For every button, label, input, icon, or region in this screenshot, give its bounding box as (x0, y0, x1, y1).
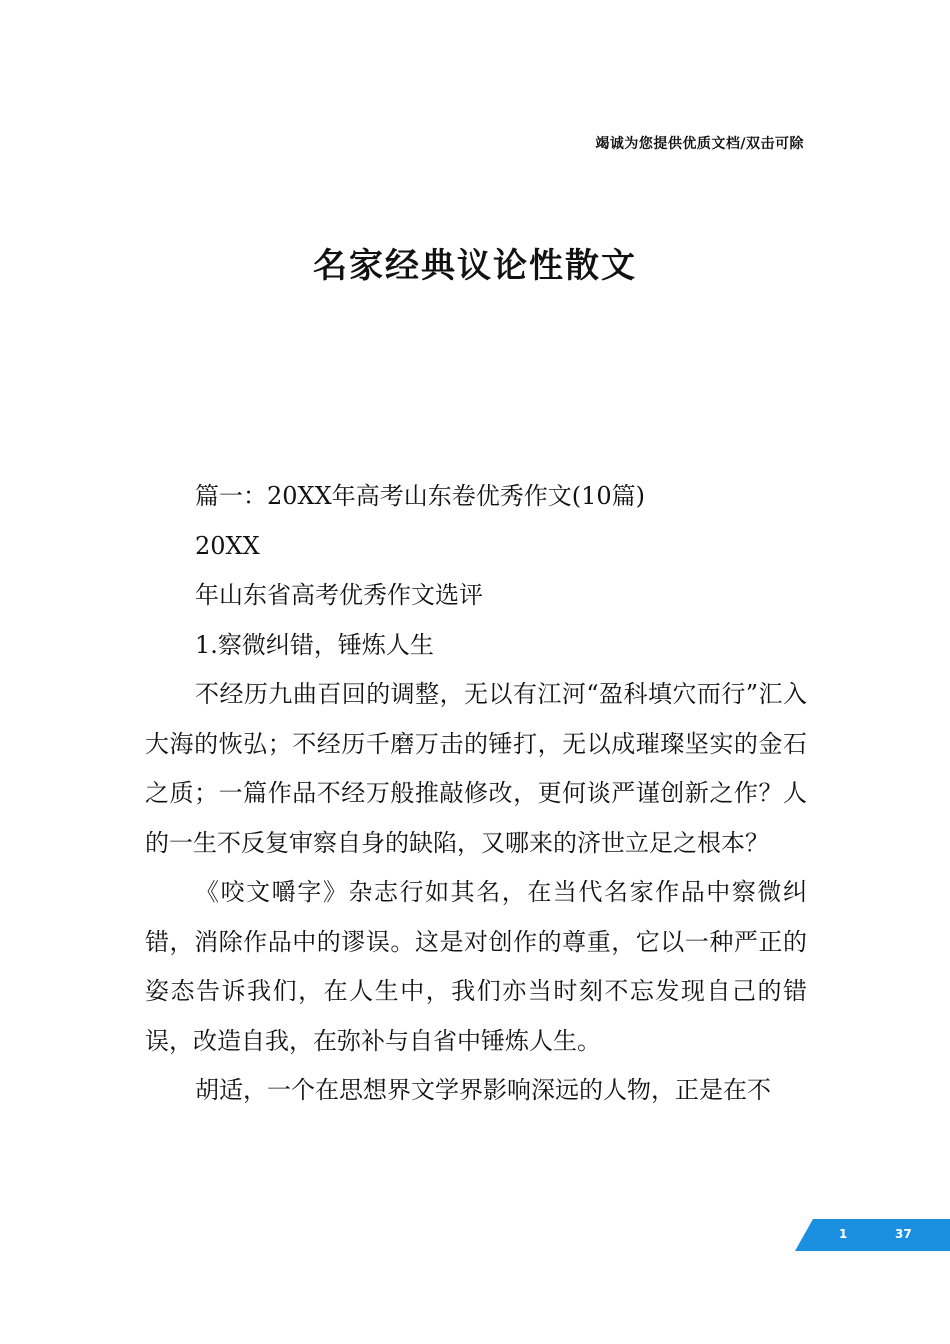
page-number-badge (795, 1219, 950, 1251)
paragraph: 20XX (195, 531, 260, 560)
total-page-count: 37 (895, 1227, 912, 1241)
paragraph: 胡适，一个在思想界文学界影响深远的人物，正是在不 (195, 1076, 771, 1104)
paragraph: 1.察微纠错，锤炼人生 (195, 630, 434, 659)
paragraph: 不经历九曲百回的调整，无以有江河“盈科填穴而行”汇入大海的恢弘；不经历千磨万击的锤打，无以成璀璨坚实的金石之质；一篇作品不经万般推敲修改，更何谈严谨创新之作？人的一生不反复审察自身的缺陷，又哪来的济世立足之根本？ (145, 680, 807, 857)
current-page-number: 1 (839, 1227, 848, 1241)
document-body (145, 472, 807, 1116)
paragraph: 篇一：20XX年高考山东卷优秀作文(10篇) (195, 482, 645, 510)
header-note: 竭诚为您提供优质文档/双击可除 (595, 136, 804, 152)
page-badge-shape (795, 1219, 950, 1251)
paragraph: 年山东省高考优秀作文选评 (195, 581, 483, 609)
paragraph: 《咬文嚼字》杂志行如其名，在当代名家作品中察微纠错，消除作品中的谬误。这是对创作的尊重，它以一种严正的姿态告诉我们，在人生中，我们亦当时刻不忘发现自己的错误，改造自我，在弥补与自省中锤炼人生。 (145, 878, 807, 1055)
document-title: 名家经典议论性散文 (313, 246, 637, 286)
